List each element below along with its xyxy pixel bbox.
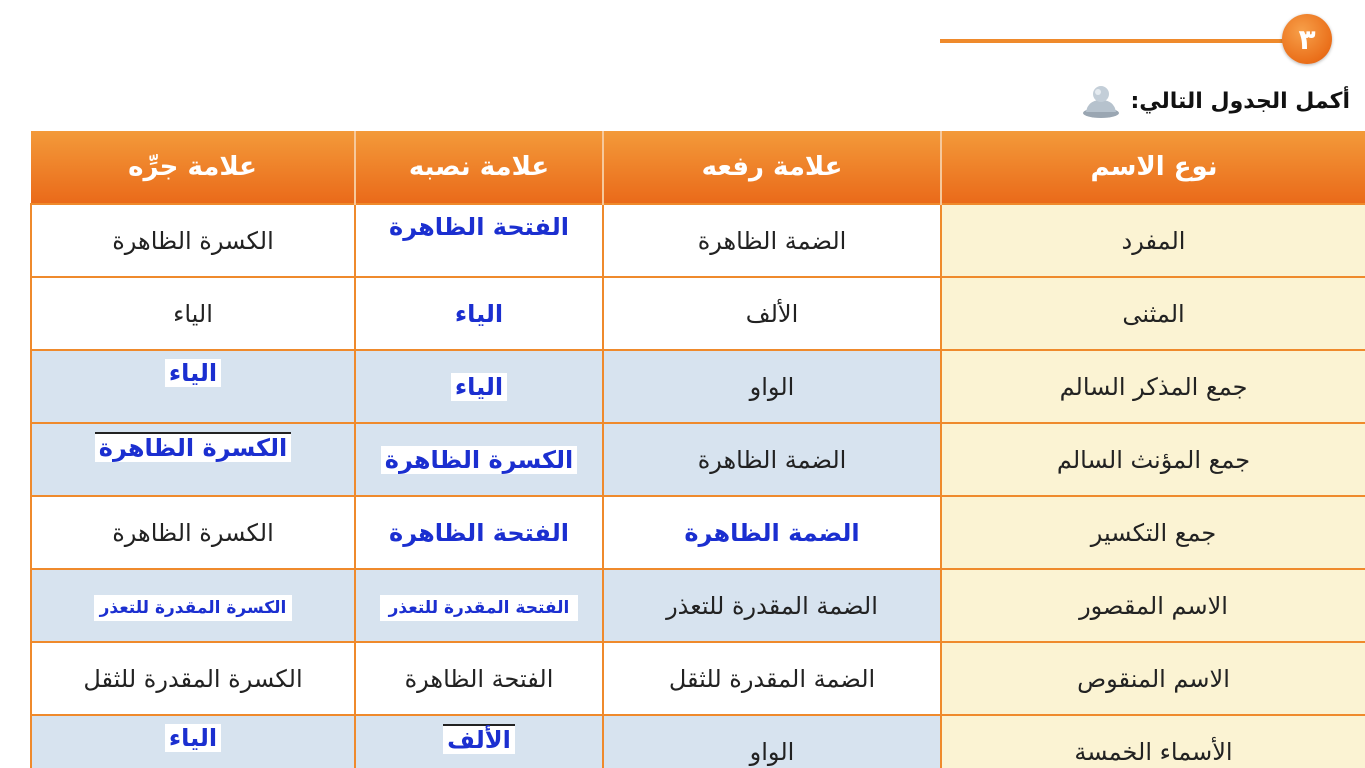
jarr-cell: الكسرة المقدرة للثقل: [31, 642, 355, 715]
answer-text: الكسرة الظاهرة: [95, 432, 291, 462]
noun-type-cell: الاسم المنقوص: [941, 642, 1365, 715]
answer-text: الياء: [451, 300, 507, 328]
table-row: [31, 350, 1365, 423]
header-raf: علامة رفعه: [603, 131, 941, 204]
table-row: [31, 642, 1365, 715]
instruction-row: [1080, 84, 1350, 118]
header-noun-type: نوع الاسم: [941, 131, 1365, 204]
raf-cell: الألف: [603, 277, 941, 350]
noun-type-cell: جمع المذكر السالم: [941, 350, 1365, 423]
raf-cell: [603, 496, 941, 569]
jarr-cell: [31, 715, 355, 768]
header-nasb: علامة نصبه: [355, 131, 603, 204]
table-row: [31, 423, 1365, 496]
instruction-text: أكمل الجدول التالي:: [1130, 88, 1350, 114]
noun-type-cell: المفرد: [941, 204, 1365, 277]
nasb-cell: [355, 569, 603, 642]
answer-text: الضمة الظاهرة: [680, 519, 863, 547]
table-header-row: [31, 131, 1365, 204]
nasb-cell: [355, 204, 603, 277]
raf-cell: الضمة المقدرة للثقل: [603, 642, 941, 715]
person-icon: [1080, 84, 1122, 118]
table-row: [31, 715, 1365, 768]
jarr-cell: الياء: [31, 277, 355, 350]
jarr-cell: [31, 423, 355, 496]
answer-text: الكسرة المقدرة للتعذر: [94, 595, 292, 621]
nasb-cell: [355, 423, 603, 496]
table-row: [31, 277, 1365, 350]
nasb-cell: [355, 496, 603, 569]
nasb-cell: [355, 350, 603, 423]
table-row: [31, 569, 1365, 642]
raf-cell: الواو: [603, 715, 941, 768]
header-line: [940, 39, 1285, 43]
raf-cell: الواو: [603, 350, 941, 423]
jarr-cell: الكسرة الظاهرة: [31, 496, 355, 569]
answer-text: الألف: [443, 724, 515, 754]
table-row: [31, 204, 1365, 277]
raf-cell: الضمة الظاهرة: [603, 423, 941, 496]
grammar-table: [30, 131, 1365, 768]
noun-type-cell: جمع المؤنث السالم: [941, 423, 1365, 496]
answer-text: الياء: [165, 724, 221, 752]
answer-text: الفتحة الظاهرة: [385, 519, 573, 547]
nasb-cell: [355, 715, 603, 768]
exercise-number-badge: ٣: [1282, 14, 1332, 64]
jarr-cell: [31, 350, 355, 423]
noun-type-cell: الأسماء الخمسة: [941, 715, 1365, 768]
noun-type-cell: جمع التكسير: [941, 496, 1365, 569]
raf-cell: الضمة المقدرة للتعذر: [603, 569, 941, 642]
noun-type-cell: الاسم المقصور: [941, 569, 1365, 642]
nasb-cell: [355, 277, 603, 350]
answer-text: الكسرة الظاهرة: [381, 446, 577, 474]
table-row: [31, 496, 1365, 569]
answer-text: الياء: [165, 359, 221, 387]
nasb-cell: الفتحة الظاهرة: [355, 642, 603, 715]
answer-text: الفتحة الظاهرة: [385, 213, 573, 241]
header-jarr: علامة جرِّه: [31, 131, 355, 204]
answer-text: الفتحة المقدرة للتعذر: [380, 595, 578, 621]
jarr-cell: الكسرة الظاهرة: [31, 204, 355, 277]
answer-text: الياء: [451, 373, 507, 401]
raf-cell: الضمة الظاهرة: [603, 204, 941, 277]
noun-type-cell: المثنى: [941, 277, 1365, 350]
jarr-cell: [31, 569, 355, 642]
